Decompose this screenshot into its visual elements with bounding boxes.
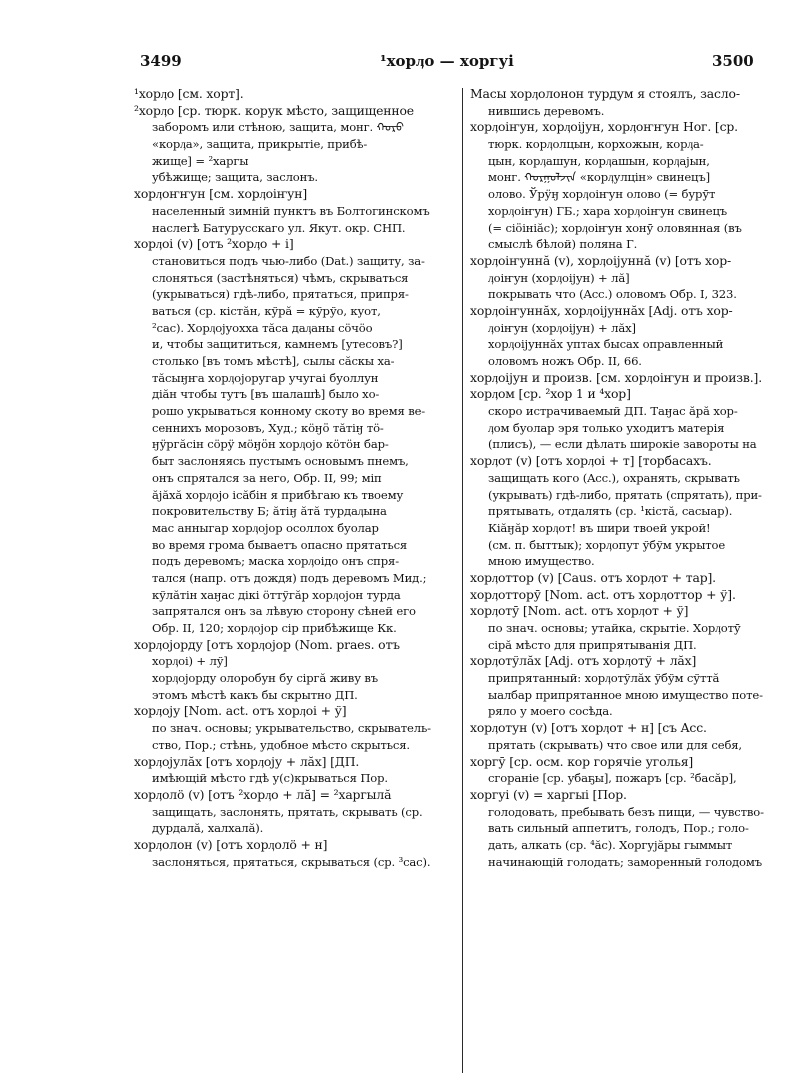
entry-headword-line: хорӆоттор (v) [Caus. отъ хорӆот + тар]. — [470, 569, 716, 585]
page-number-right: 3500 — [712, 52, 754, 70]
entry-text-line: ӈӱргăсін сöрӱ мöӈӧн хорӆојо кöтöн бар- — [152, 437, 389, 452]
entry-headword-line: хорӆотўлăх [Adj. отъ хорӆотў + лăх] — [470, 653, 697, 669]
entry-text-line: этомъ мѣстѣ какъ бы скрытно ДП. — [152, 687, 358, 702]
entry-headword-line: хорӆоіҥун, хорӆоіјун, хорӆоҥҥун Ног. [ср. — [470, 119, 738, 135]
entry-text-line: по знач. основы; утайка, скрытіе. Хорӆотӯ — [488, 621, 741, 635]
entry-text-line: ряло у моего сосѣда. — [488, 704, 613, 719]
entry-text-line: населенный зимній пунктъ въ Болтогинскомъ — [152, 203, 430, 218]
entry-text-line: (см. п. быттык); хорӆопут ўбўм укрытое — [488, 537, 726, 552]
entry-headword-line: хорӆотторӯ [Nom. act. отъ хорӆоттор + ў]. — [470, 586, 736, 602]
entry-headword-line: хорӆојулăх [отъ хорӆоју + лăх] [ДП. — [134, 753, 360, 769]
entry-text-line: имѣющій мѣсто гдѣ у(с)крываться Пор. — [152, 771, 388, 786]
entry-text-line: онъ спрятался за него, Обр. II, 99; міп — [152, 470, 382, 485]
entry-text-line: сеннихъ морозовъ, Худ.; кöӈӧ тăтіӈ тö- — [152, 420, 384, 435]
entry-headword-line: хорӆолон (v) [отъ хорӆолö + н] — [134, 836, 328, 852]
entry-text-line: припрятанный: хорӆотўлăх ўбўм сўттă — [488, 671, 720, 686]
entry-text-line: рошо укрываться конному скоту во время ве- — [152, 404, 426, 419]
entry-text-line: убѣжище; защита, заслонъ. — [152, 170, 318, 185]
running-title: ¹хорӆо — хоргуі — [380, 52, 514, 70]
entry-text-line: защищать кого (Acc.), охранять, скрывать — [488, 470, 740, 485]
entry-text-line: оловомъ ножъ Обр. II, 66. — [488, 354, 642, 368]
entry-text-line: мас анныгар хорӆојор осоллох буолар — [152, 520, 379, 535]
entry-text-line: нившись деревомъ. — [488, 103, 605, 118]
entry-text-line: (укрывать) гдѣ-либо, прятать (спрятать), при- — [488, 487, 762, 502]
entry-text-line: мною имущество. — [488, 554, 595, 569]
entry-text-line: ӆом буолар эря только уходитъ матерія — [488, 420, 725, 435]
entry-text-line: по знач. основы; укрывательство, скрыватель- — [152, 721, 431, 736]
entry-text-line: скоро истрачиваемый ДП. Таӈас ăрă хор- — [488, 404, 738, 419]
entry-text-line: хорӆоіҥун) ГБ.; хара хорӆоіҥун свинецъ — [488, 203, 727, 218]
entry-headword-line: хорӆолö (v) [отъ ²хорӆо + лă] = ²харгылă — [134, 786, 392, 802]
entry-text-line: хорӆоіјуннăх уптах бысах оправленный — [488, 337, 724, 352]
entry-text-line: покрывать что (Acc.) оловомъ Обр. I, 323. — [488, 287, 737, 302]
entry-text-line: и, чтобы защититься, камнемъ [утесовъ?] — [152, 337, 403, 352]
entry-headword-line: хорӆот (v) [отъ хорӆоі + т] [торбасахъ. — [470, 453, 712, 469]
left-column — [134, 86, 456, 870]
entry-headword-line: хорӆоі (v) [отъ ²хорӆо + і] — [134, 236, 294, 252]
entry-text-line: прятывать, отдалять (ср. ¹кістă, сасыар). — [488, 504, 733, 519]
entry-headword-line: хорӆоіҥуннă (v), хорӆоіјуннă (v) [отъ хор- — [470, 252, 732, 268]
entry-text-line: цын, корӆашун, корӆашын, корӆајын, — [488, 153, 710, 168]
entry-text-line: быт заслоняясь пустымъ основымъ пнемъ, — [152, 454, 409, 469]
entry-text-line: ӆоіҥун (хорӆоіјун) + лăх] — [488, 320, 636, 335]
entry-text-line: тăсыӈҥа хорӆојоругар учугаі буоллун — [152, 370, 379, 385]
page-header — [0, 52, 800, 74]
entry-text-line: (= сіӧініăс); хорӆоіҥун хонӯ оловянная (въ — [488, 220, 742, 235]
entry-text-line: ăјăхă хорӆојо ісăбін я прибѣгаю къ твоему — [152, 487, 404, 502]
entry-text-line: тался (напр. отъ дождя) подъ деревомъ Мид.; — [152, 570, 427, 585]
entry-text-line: становиться подъ чью-либо (Dat.) защиту, за- — [152, 253, 425, 268]
column-divider — [462, 88, 463, 1073]
entry-headword-line: хорӆоҥҥун [см. хорӆоіҥун] — [134, 186, 308, 202]
entry-headword-line: хорӆотӯ [Nom. act. отъ хорӆот + ў] — [470, 603, 689, 619]
entry-text-line: прятать (скрывать) что свое или для себя, — [488, 737, 742, 752]
entry-text-line: подъ деревомъ; маска хорӆоідо онъ спря- — [152, 554, 399, 569]
entry-text-line: покровительству Б; ăтіӈ ăтă турдаӆына — [152, 504, 387, 519]
entry-text-line: начинающій голодать; заморенный голодомъ — [488, 854, 762, 869]
entry-text-line: ²сас). Хорӆојуохха тăса даӆаны сöчöо — [152, 320, 373, 335]
entry-headword-line: хорӆом [ср. ²хор 1 и ⁴хор] — [470, 386, 631, 402]
entry-text-line: заборомъ или стѣною, защита, монг. ᠬᠣᠷᠣ — [152, 120, 404, 135]
entry-text-line: защищать, заслонять, прятать, скрывать (ср. — [152, 804, 423, 819]
entry-text-line: наслегѣ Батурусскаго ул. Якут. окр. СНП. — [152, 220, 406, 235]
entry-headword-line: хоргӯ [ср. осм. кор горячіе уголья] — [470, 753, 694, 769]
entry-text-line: смыслѣ бѣлой) поляна Г. — [488, 237, 638, 252]
entry-text-line: монг. ᠬᠣᠷᠭᠤᠯᠵᠢᠨ «корӆулцін» свинецъ] — [488, 170, 710, 185]
entry-headword-line: хорӆоіјун и произв. [см. хорӆоіҥун и произв.]. — [470, 369, 763, 385]
entry-text-line: слоняться (застѣняться) чѣмъ, скрываться — [152, 270, 409, 285]
entry-text-line: дурдалă, халхалă). — [152, 821, 264, 836]
entry-text-line: дать, алкать (ср. ⁴ăс). Хоргујăры гыммыт — [488, 837, 733, 852]
entry-text-line: сгораніе [ср. убаҕы], пожаръ [ср. ²басăр], — [488, 771, 737, 786]
entry-text-line: олово. Ўрӱӈ хорӆоіҥун олово (= бурӯт — [488, 187, 716, 202]
entry-text-line: хорӆоі) + лў] — [152, 654, 228, 669]
entry-text-line: хорӆојорду олоробун бу сіргă живу въ — [152, 671, 378, 686]
right-column — [470, 86, 786, 870]
entry-text-line: столько [въ томъ мѣстѣ], сылы сăскы ха- — [152, 354, 395, 368]
entry-text-line: Кіăӈăр хорӆот! въ шири твоей укрой! — [488, 520, 711, 535]
entry-headword-line: хорӆојорду [отъ хорӆојор (Nom. praes. отъ — [134, 636, 400, 652]
entry-headword-line: хорӆоју [Nom. act. отъ хорӆоі + ў] — [134, 703, 347, 719]
entry-text-line: ӆоіҥун (хорӆоіјун) + лă] — [488, 270, 630, 285]
entry-text-line: сірă мѣсто для припрятыванія ДП. — [488, 637, 697, 652]
entry-text-line: діăн чтобы тутъ [въ шалашѣ] было хо- — [152, 387, 380, 402]
entry-text-line: «корӆа», защита, прикрытіе, прибѣ- — [152, 137, 368, 152]
entry-text-line: запрятался онъ за лѣвую сторону сѣней его — [152, 604, 416, 619]
page-number-left: 3499 — [140, 52, 182, 70]
entry-headword-line: хоргуі (v) = харгыі [Пор. — [470, 786, 627, 802]
entry-text-line: кўлăтін хаӈас дікі öттўгăр хорӆојон турда — [152, 587, 401, 602]
entry-text-line: жище] = ²харгы — [152, 153, 249, 168]
entry-text-line: во время грома бываетъ опасно прятаться — [152, 537, 408, 552]
entry-headword-line: Масы хорӆолонон турдум я стоялъ, засло- — [470, 86, 740, 101]
entry-headword-line: хорӆотун (v) [отъ хорӆот + н] [съ Acc. — [470, 720, 707, 736]
entry-text-line: (укрываться) гдѣ-либо, прятаться, припря- — [152, 287, 409, 302]
entry-headword-line: ²хорӆо [ср. тюрк. корук мѣсто, защищенное — [134, 102, 414, 118]
entry-text-line: ство, Пор.; стѣнь, удобное мѣсто скрыться. — [152, 737, 410, 752]
entry-headword-line: хорӆоіҥуннăх, хорӆоіјуннăх [Adj. отъ хор- — [470, 302, 733, 318]
entry-headword-line: ¹хорӆо [см. хорт]. — [134, 86, 244, 101]
entry-text-line: Обр. II, 120; хорӆојор сір прибѣжище Кк. — [152, 621, 397, 635]
entry-text-line: голодовать, пребывать безъ пищи, — чувство- — [488, 804, 764, 819]
entry-text-line: ыалбар припрятанное мною имущество поте- — [488, 687, 763, 702]
entry-text-line: ваться (ср. кістăн, кўрă = кўрўо, куот, — [152, 303, 381, 318]
entry-text-line: (плисъ), — если дѣлать широкіе завороты на — [488, 437, 757, 452]
entry-text-line: тюрк. корӆолцын, корхожын, корӆа- — [488, 137, 704, 152]
entry-text-line: вать сильный аппетитъ, голодъ, Пор.; голо- — [488, 821, 749, 836]
entry-text-line: заслоняться, прятаться, скрываться (ср. ³сас). — [152, 854, 431, 869]
